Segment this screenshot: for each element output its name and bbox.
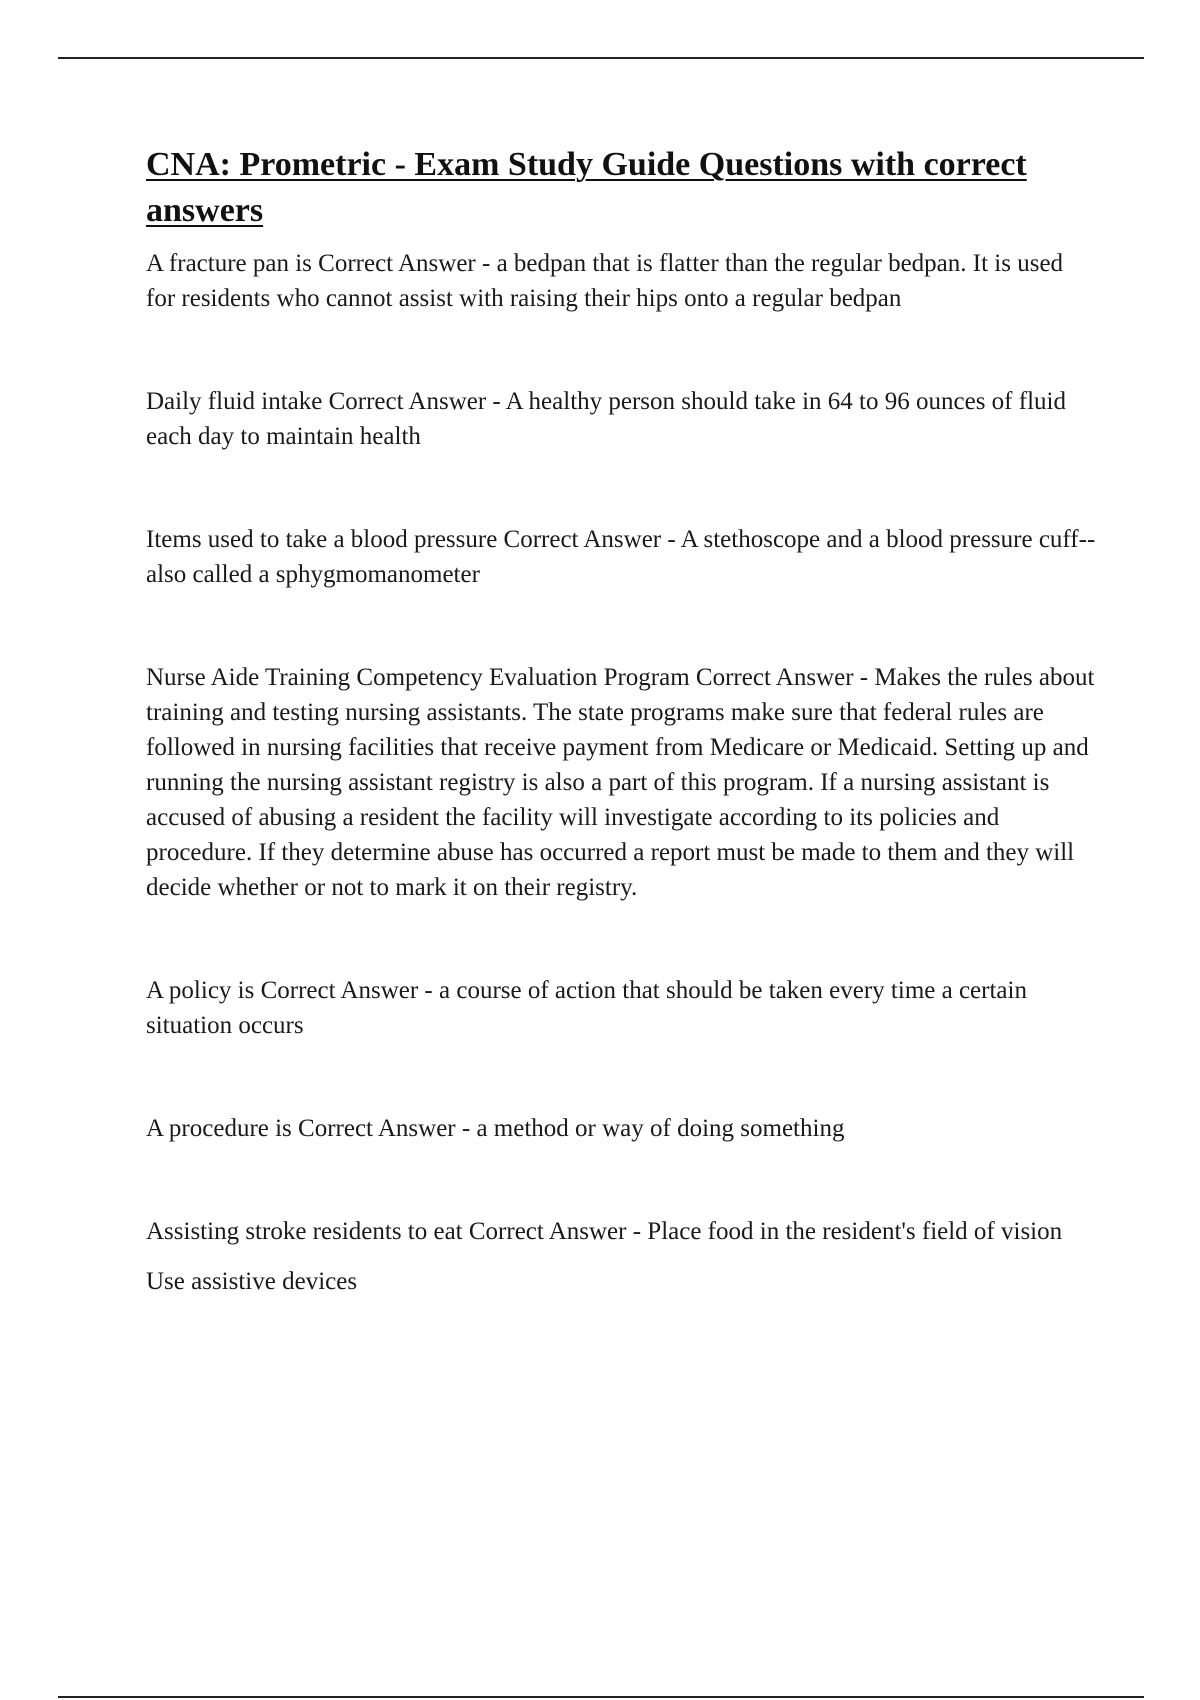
qa-entry-fracture-pan: A fracture pan is Correct Answer - a bedpan that is flatter than the regular bedpan. It is used for residents who cannot assist with raising their hips onto a regular bedpan <box>146 250 1064 312</box>
qa-entry-blood-pressure: Items used to take a blood pressure Correct Answer - A stethoscope and a blood pressure cuff--also called a sphygmomanometer <box>146 526 1096 588</box>
bottom-rule <box>58 1696 1144 1698</box>
document-body <box>146 142 1096 1299</box>
qa-entry-nurse-aide-program: Nurse Aide Training Competency Evaluation Program Correct Answer - Makes the rules about training and testing nursing assistants. The state programs make sure that federal rules are followed in nursing facilities that receive payment from Medicare or Medicaid. Setting up and running the nursing assistant registry is also a part of this program. If a nursing assistant is accused of abusing a resident the facility will investigate according to its policies and procedure. If they determine abuse has occurred a report must be made to them and they will decide whether or not to mark it on their registry. <box>146 664 1095 901</box>
qa-entry-policy: A policy is Correct Answer - a course of action that should be taken every time a certain situation occurs <box>146 977 1027 1039</box>
spacer <box>146 454 1096 522</box>
qa-entry-fluid-intake: Daily fluid intake Correct Answer - A healthy person should take in 64 to 96 ounces of fluid each day to maintain health <box>146 388 1066 450</box>
spacer <box>146 1249 1096 1264</box>
spacer <box>146 1146 1096 1214</box>
top-rule <box>58 57 1144 59</box>
qa-entry-stroke-eating: Assisting stroke residents to eat Correct Answer - Place food in the resident's field of vision <box>146 1218 1063 1245</box>
spacer <box>146 592 1096 660</box>
spacer <box>146 1043 1096 1111</box>
spacer <box>146 905 1096 973</box>
document-title: CNA: Prometric - Exam Study Guide Questions with correct answers <box>146 146 1027 229</box>
spacer <box>146 316 1096 384</box>
qa-entry-assistive-devices: Use assistive devices <box>146 1268 358 1295</box>
qa-entry-procedure: A procedure is Correct Answer - a method or way of doing something <box>146 1115 845 1142</box>
